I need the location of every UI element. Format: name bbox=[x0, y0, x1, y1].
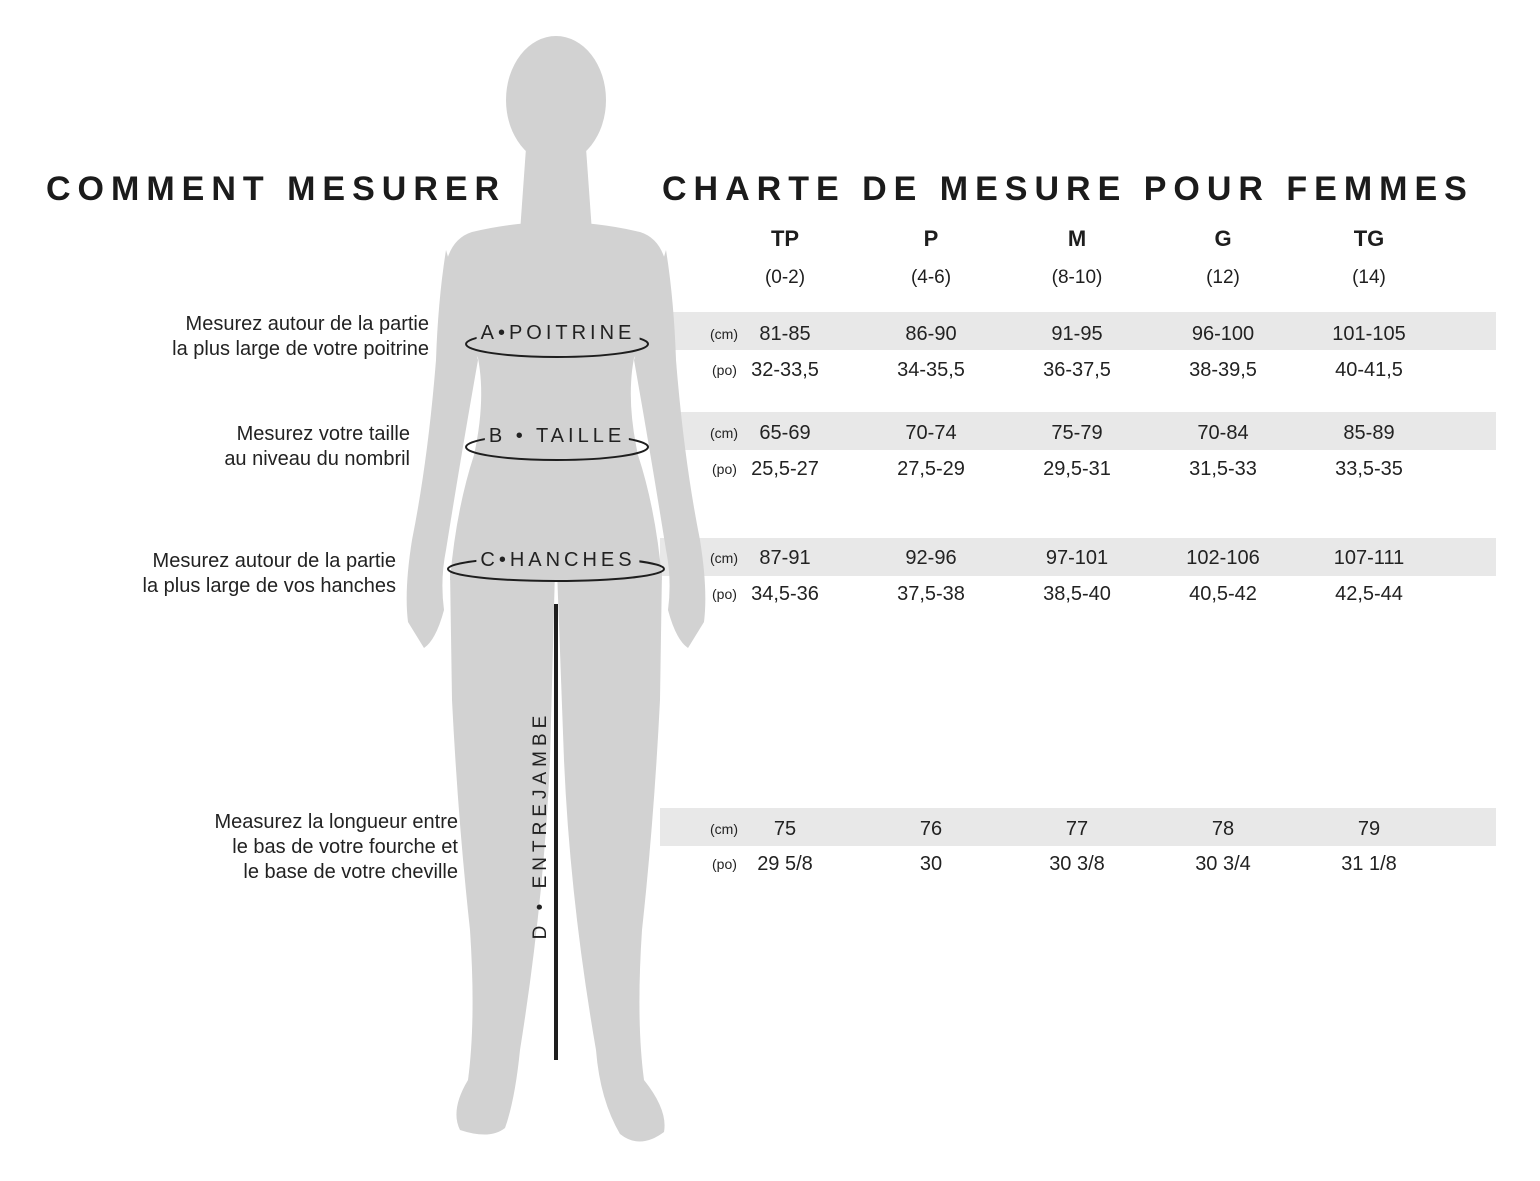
cell-value: 42,5-44 bbox=[1335, 583, 1403, 605]
cell-value: 70-84 bbox=[1197, 422, 1249, 444]
size-range: (0-2) bbox=[764, 267, 806, 288]
size-range: (8-10) bbox=[1051, 267, 1103, 288]
row-taille-po bbox=[700, 451, 1500, 487]
cell-value: 36-37,5 bbox=[1043, 359, 1111, 381]
instruction-line: Mesurez votre taille bbox=[236, 423, 410, 445]
unit-label-cm: (cm) bbox=[710, 821, 738, 837]
cell-value: 81-85 bbox=[759, 323, 811, 345]
cell-value: 27,5-29 bbox=[897, 458, 965, 480]
cell-value: 91-95 bbox=[1051, 323, 1103, 345]
instruction-line: le base de votre cheville bbox=[243, 861, 458, 883]
size-header-m bbox=[1017, 224, 1137, 298]
cell-value: 38-39,5 bbox=[1189, 359, 1257, 381]
waist-ring-label: B • TAILLE bbox=[485, 425, 629, 448]
cell-value: 31,5-33 bbox=[1189, 458, 1257, 480]
size-range: (12) bbox=[1206, 267, 1240, 288]
instruction-taille bbox=[224, 422, 410, 472]
instruction-hanches bbox=[143, 549, 397, 599]
cell-value: 38,5-40 bbox=[1043, 583, 1111, 605]
cell-value: 33,5-35 bbox=[1335, 458, 1403, 480]
cell-value: 29 5/8 bbox=[757, 853, 813, 875]
hips-ring-label: C•HANCHES bbox=[476, 549, 639, 572]
unit-label-po: (po) bbox=[712, 586, 737, 602]
cell-value: 86-90 bbox=[905, 323, 957, 345]
row-entrejambe-cm bbox=[700, 811, 1500, 847]
instruction-line: au niveau du nombril bbox=[224, 448, 410, 470]
cell-value: 70-74 bbox=[905, 422, 957, 444]
size-header-tg bbox=[1309, 224, 1429, 298]
row-entrejambe-po bbox=[700, 846, 1500, 882]
size-label: TG bbox=[1353, 226, 1385, 251]
size-label: P bbox=[923, 226, 939, 251]
size-range: (14) bbox=[1352, 267, 1386, 288]
size-range: (4-6) bbox=[910, 267, 952, 288]
row-hanches-po bbox=[700, 576, 1500, 612]
unit-label-po: (po) bbox=[712, 362, 737, 378]
size-chart-title: CHARTE DE MESURE POUR FEMMES bbox=[662, 170, 1474, 208]
unit-label-cm: (cm) bbox=[710, 425, 738, 441]
size-label: G bbox=[1214, 226, 1232, 251]
size-header-p bbox=[871, 224, 991, 298]
cell-value: 30 3/4 bbox=[1195, 853, 1251, 875]
size-label: TP bbox=[770, 226, 800, 251]
instruction-line: Measurez la longueur entre bbox=[214, 811, 458, 833]
cell-value: 97-101 bbox=[1045, 547, 1109, 569]
cell-value: 75-79 bbox=[1051, 422, 1103, 444]
instruction-entrejambe bbox=[215, 810, 458, 885]
row-poitrine-cm bbox=[700, 316, 1500, 352]
cell-value: 40,5-42 bbox=[1189, 583, 1257, 605]
instruction-line: le bas de votre fourche et bbox=[232, 836, 458, 858]
cell-value: 29,5-31 bbox=[1043, 458, 1111, 480]
instruction-line: la plus large de vos hanches bbox=[142, 575, 396, 597]
cell-value: 40-41,5 bbox=[1335, 359, 1403, 381]
cell-value: 87-91 bbox=[759, 547, 811, 569]
cell-value: 30 bbox=[919, 853, 943, 875]
instruction-poitrine bbox=[172, 312, 429, 362]
how-to-measure-title: COMMENT MESURER bbox=[46, 170, 507, 208]
cell-value: 85-89 bbox=[1343, 422, 1395, 444]
cell-value: 30 3/8 bbox=[1049, 853, 1105, 875]
size-label: M bbox=[1067, 226, 1087, 251]
unit-label-po: (po) bbox=[712, 461, 737, 477]
instruction-line: Mesurez autour de la partie bbox=[152, 550, 396, 572]
instruction-line: la plus large de votre poitrine bbox=[172, 338, 429, 360]
size-header-g bbox=[1163, 224, 1283, 298]
inseam-label: D • ENTREJAMBE bbox=[530, 710, 551, 940]
cell-value: 34-35,5 bbox=[897, 359, 965, 381]
row-hanches-cm bbox=[700, 540, 1500, 576]
cell-value: 96-100 bbox=[1191, 323, 1255, 345]
cell-value: 77 bbox=[1065, 818, 1089, 840]
cell-value: 101-105 bbox=[1332, 323, 1406, 345]
chest-ring-label: A•POITRINE bbox=[477, 322, 640, 345]
unit-label-cm: (cm) bbox=[710, 326, 738, 342]
cell-value: 102-106 bbox=[1186, 547, 1260, 569]
cell-value: 34,5-36 bbox=[751, 583, 819, 605]
cell-value: 76 bbox=[919, 818, 943, 840]
unit-label-po: (po) bbox=[712, 856, 737, 872]
cell-value: 31 1/8 bbox=[1341, 853, 1397, 875]
cell-value: 78 bbox=[1211, 818, 1235, 840]
cell-value: 107-111 bbox=[1333, 547, 1405, 569]
cell-value: 92-96 bbox=[905, 547, 957, 569]
cell-value: 75 bbox=[773, 818, 797, 840]
row-taille-cm bbox=[700, 415, 1500, 451]
cell-value: 79 bbox=[1357, 818, 1381, 840]
cell-value: 25,5-27 bbox=[751, 458, 819, 480]
instruction-line: Mesurez autour de la partie bbox=[185, 313, 429, 335]
row-poitrine-po bbox=[700, 352, 1500, 388]
size-header-tp bbox=[725, 224, 845, 298]
cell-value: 32-33,5 bbox=[751, 359, 819, 381]
unit-label-cm: (cm) bbox=[710, 550, 738, 566]
cell-value: 37,5-38 bbox=[897, 583, 965, 605]
cell-value: 65-69 bbox=[759, 422, 811, 444]
